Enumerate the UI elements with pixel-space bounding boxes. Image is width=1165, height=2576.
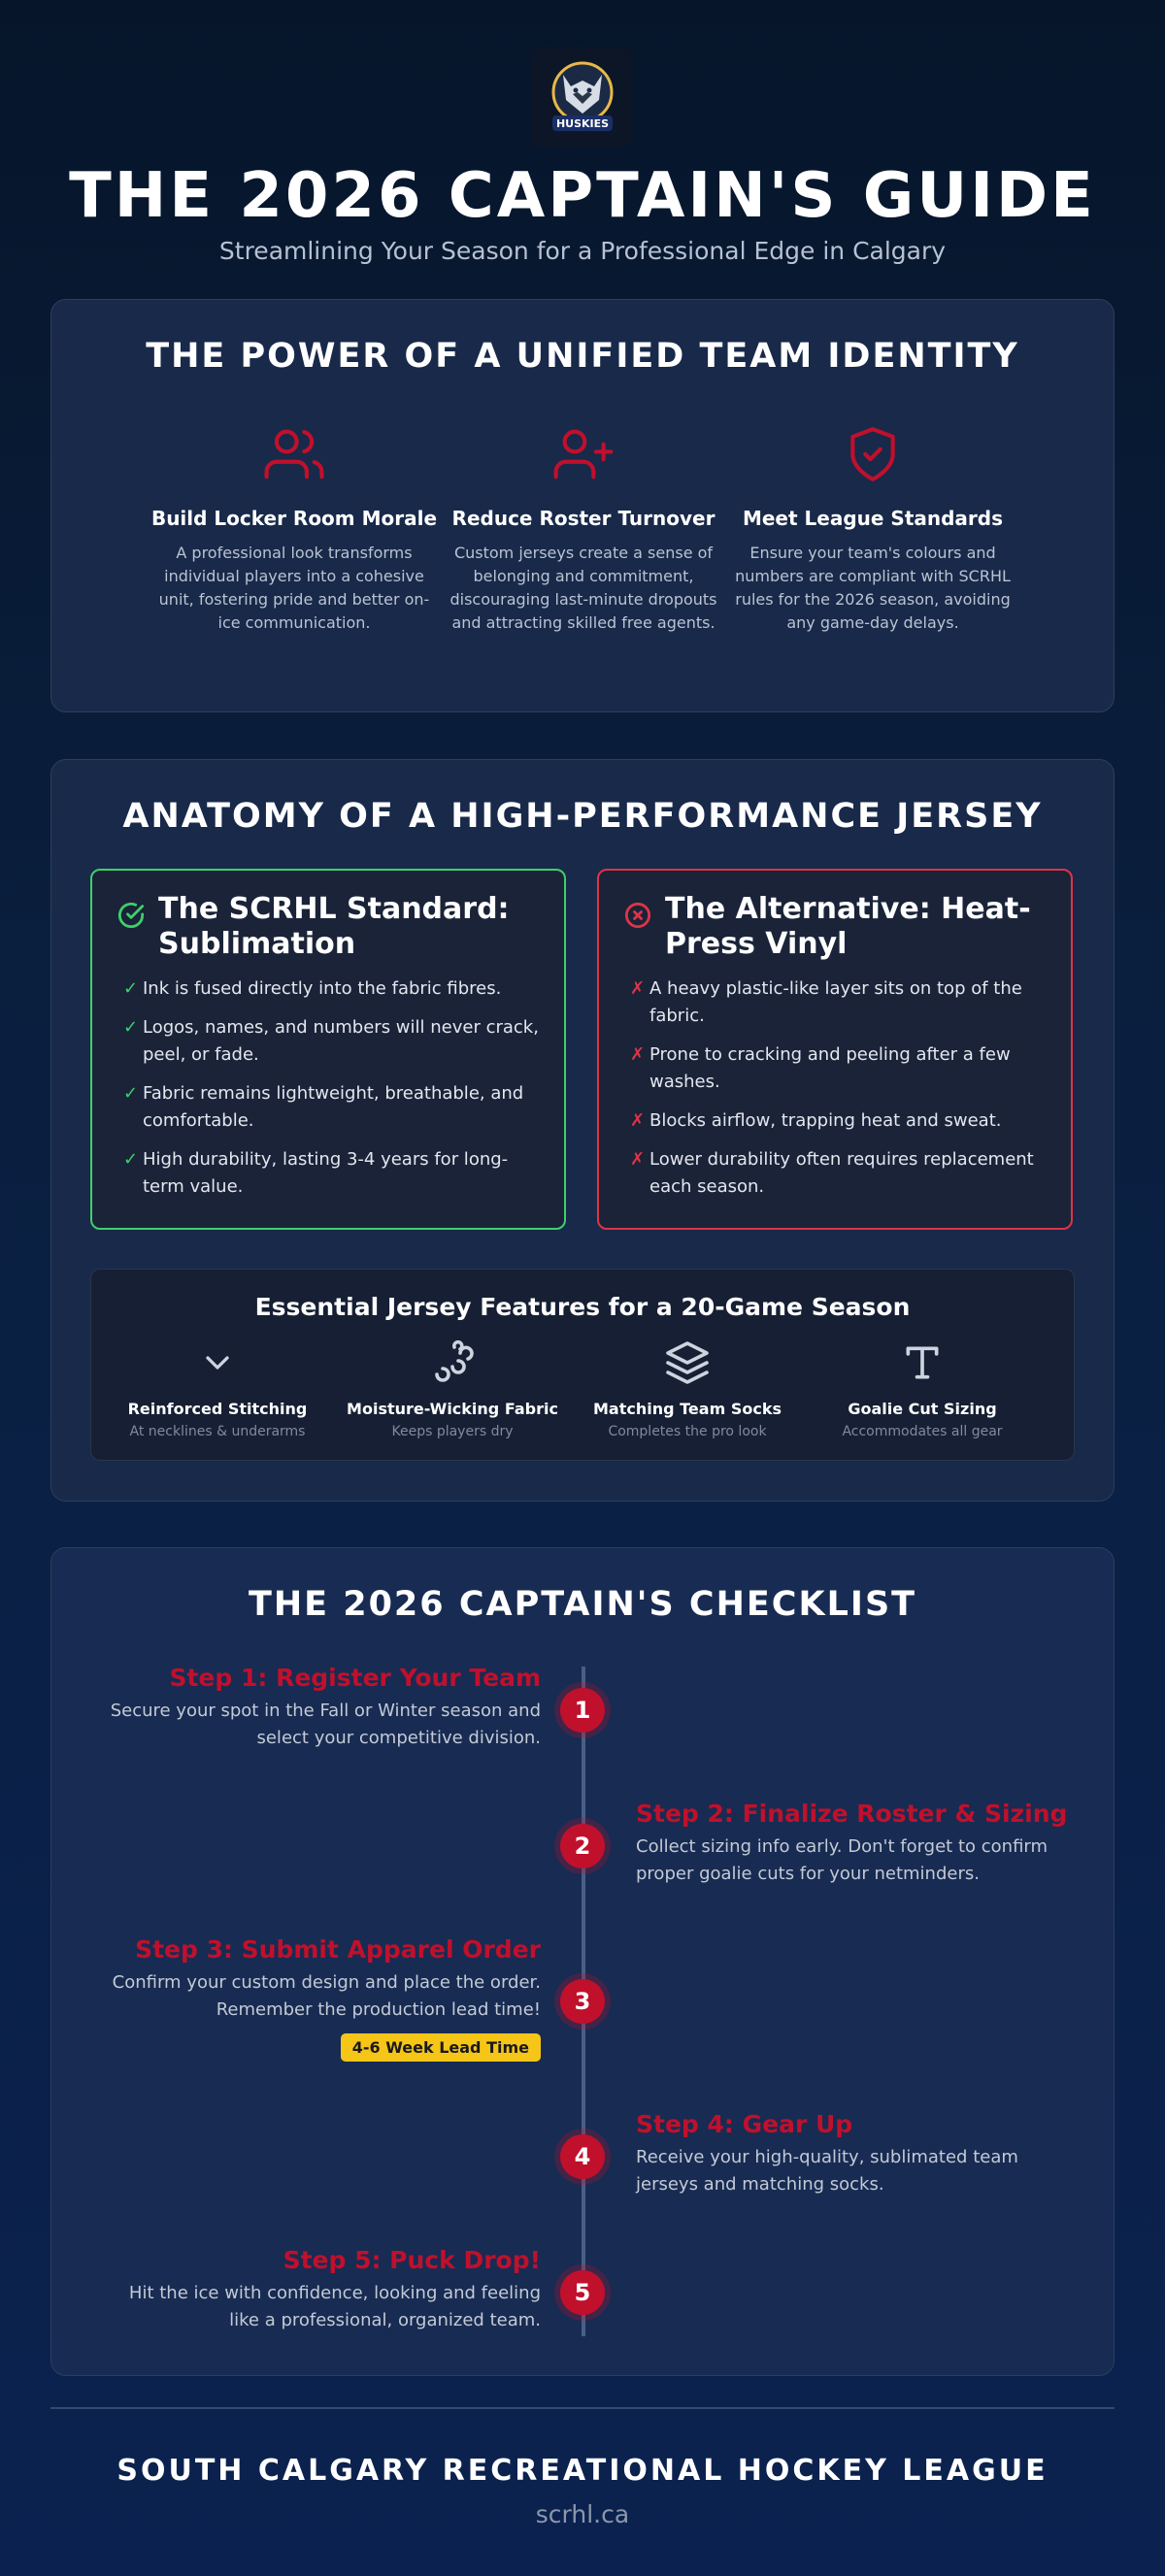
- benefit-roster: [438, 424, 729, 635]
- step-text: Hit the ice with confidence, looking and feeling like a professional, organized team.: [128, 2283, 541, 2330]
- cross-icon: ✗: [630, 1044, 646, 1065]
- team-logo: [532, 47, 633, 148]
- chevron-down-icon: [198, 1343, 237, 1382]
- list-item: ✓ Fabric remains lightweight, breathable, and comfortable.: [117, 1080, 539, 1135]
- step-text: Receive your high-quality, sublimated team jerseys and matching socks.: [636, 2147, 1018, 2195]
- team-identity-section: [50, 299, 1115, 712]
- footer-divider: [50, 2407, 1115, 2409]
- league-website-link[interactable]: scrhl.ca: [535, 2500, 630, 2528]
- list-item: ✗ Prone to cracking and peeling after a few washes.: [624, 1041, 1046, 1096]
- step-title: Step 1: Register Your Team: [169, 1664, 541, 1692]
- feature-moisture: Moisture-Wicking Fabric Keeps players dry: [336, 1339, 569, 1439]
- step-text: Collect sizing info early. Don't forget to confirm proper goalie cuts for your netminders.: [636, 1836, 1048, 1884]
- check-icon: ✓: [123, 1149, 139, 1170]
- svg-text:HUSKIES: HUSKIES: [555, 117, 610, 130]
- benefit-standards: [727, 424, 1018, 635]
- step-number: 5: [560, 2270, 605, 2315]
- feature-goalie: Goalie Cut Sizing Accommodates all gear: [806, 1339, 1039, 1439]
- benefit-title: Build Locker Room Morale: [150, 507, 438, 530]
- cross-icon: ✗: [630, 1149, 646, 1170]
- step-3: [94, 1934, 541, 2062]
- step-2: [636, 1799, 1082, 1888]
- page-title: THE 2026 CAPTAIN'S GUIDE: [69, 160, 1096, 232]
- list-item: ✗ Blocks airflow, trapping heat and sweat.: [624, 1107, 1046, 1135]
- step-number: 4: [560, 2134, 605, 2179]
- list-item: ✓ Ink is fused directly into the fabric fibres.: [117, 975, 539, 1003]
- benefit-title: Reduce Roster Turnover: [451, 507, 716, 530]
- sublimation-card: [90, 869, 566, 1230]
- feature-socks: Matching Team Socks Completes the pro look: [571, 1339, 804, 1439]
- x-circle-icon: [624, 902, 651, 929]
- check-icon: ✓: [123, 1083, 139, 1104]
- step-number: 3: [560, 1979, 605, 2024]
- page-subtitle: Streamlining Your Season for a Professional Edge in Calgary: [218, 237, 947, 265]
- list-item: ✓ Logos, names, and numbers will never crack, peel, or fade.: [117, 1014, 539, 1069]
- step-number: 1: [560, 1688, 605, 1733]
- users-icon: [260, 424, 328, 484]
- cross-icon: ✗: [630, 1110, 646, 1131]
- section-title: THE POWER OF A UNIFIED TEAM IDENTITY: [146, 337, 1019, 376]
- step-number: 2: [560, 1824, 605, 1868]
- shield-check-icon: [839, 424, 907, 484]
- husky-logo-icon: [539, 53, 626, 141]
- check-icon: ✓: [123, 978, 139, 999]
- user-plus-icon: [549, 424, 617, 484]
- cross-icon: ✗: [630, 978, 646, 999]
- list-item: ✓ High durability, lasting 3-4 years for long-term value.: [117, 1146, 539, 1201]
- wind-icon: [427, 1339, 478, 1386]
- type-icon: [901, 1341, 944, 1384]
- jersey-anatomy-section: [50, 759, 1115, 1502]
- step-text: Secure your spot in the Fall or Winter season and select your competitive division.: [110, 1701, 541, 1748]
- jersey-features-panel: [90, 1269, 1075, 1461]
- step-title: Step 5: Puck Drop!: [283, 2246, 541, 2274]
- step-4: [636, 2109, 1082, 2198]
- features-title: Essential Jersey Features for a 20-Game Season: [254, 1293, 911, 1321]
- feature-stitching: Reinforced Stitching At necklines & underarms: [101, 1339, 334, 1439]
- check-icon: ✓: [123, 1017, 139, 1038]
- compare-title: The Alternative: Heat-Press Vinyl: [665, 892, 1031, 961]
- step-title: Step 3: Submit Apparel Order: [135, 1935, 541, 1964]
- section-title: THE 2026 CAPTAIN'S CHECKLIST: [248, 1585, 917, 1624]
- league-name: SOUTH CALGARY RECREATIONAL HOCKEY LEAGUE: [116, 2454, 1048, 2488]
- list-item: ✗ A heavy plastic-like layer sits on top of the fabric.: [624, 975, 1046, 1030]
- compare-title: The SCRHL Standard: Sublimation: [158, 892, 510, 961]
- check-circle-icon: [117, 902, 145, 929]
- benefit-morale: [149, 424, 440, 635]
- lead-time-badge: 4-6 Week Lead Time: [341, 2033, 541, 2062]
- benefit-text: Ensure your team's colours and numbers are compliant with SCRHL rules for the 2026 season, avoiding any game-day delays.: [735, 544, 1011, 632]
- captain-checklist-section: [50, 1547, 1115, 2376]
- benefit-title: Meet League Standards: [742, 507, 1004, 530]
- step-5: [94, 2245, 541, 2334]
- step-title: Step 4: Gear Up: [636, 2110, 853, 2138]
- benefit-text: A professional look transforms individual players into a cohesive unit, fostering pride and better on-ice communication.: [158, 544, 430, 632]
- step-text: Confirm your custom design and place the order. Remember the production lead time!: [112, 1972, 541, 2020]
- heat-press-card: [597, 869, 1073, 1230]
- step-1: [94, 1663, 541, 1752]
- layers-icon: [664, 1339, 711, 1386]
- section-title: ANATOMY OF A HIGH-PERFORMANCE JERSEY: [122, 797, 1043, 836]
- benefit-text: Custom jerseys create a sense of belonging and commitment, discouraging last-minute dropouts and attracting skilled free agents.: [449, 544, 717, 632]
- step-title: Step 2: Finalize Roster & Sizing: [636, 1800, 1068, 1828]
- list-item: ✗ Lower durability often requires replacement each season.: [624, 1146, 1046, 1201]
